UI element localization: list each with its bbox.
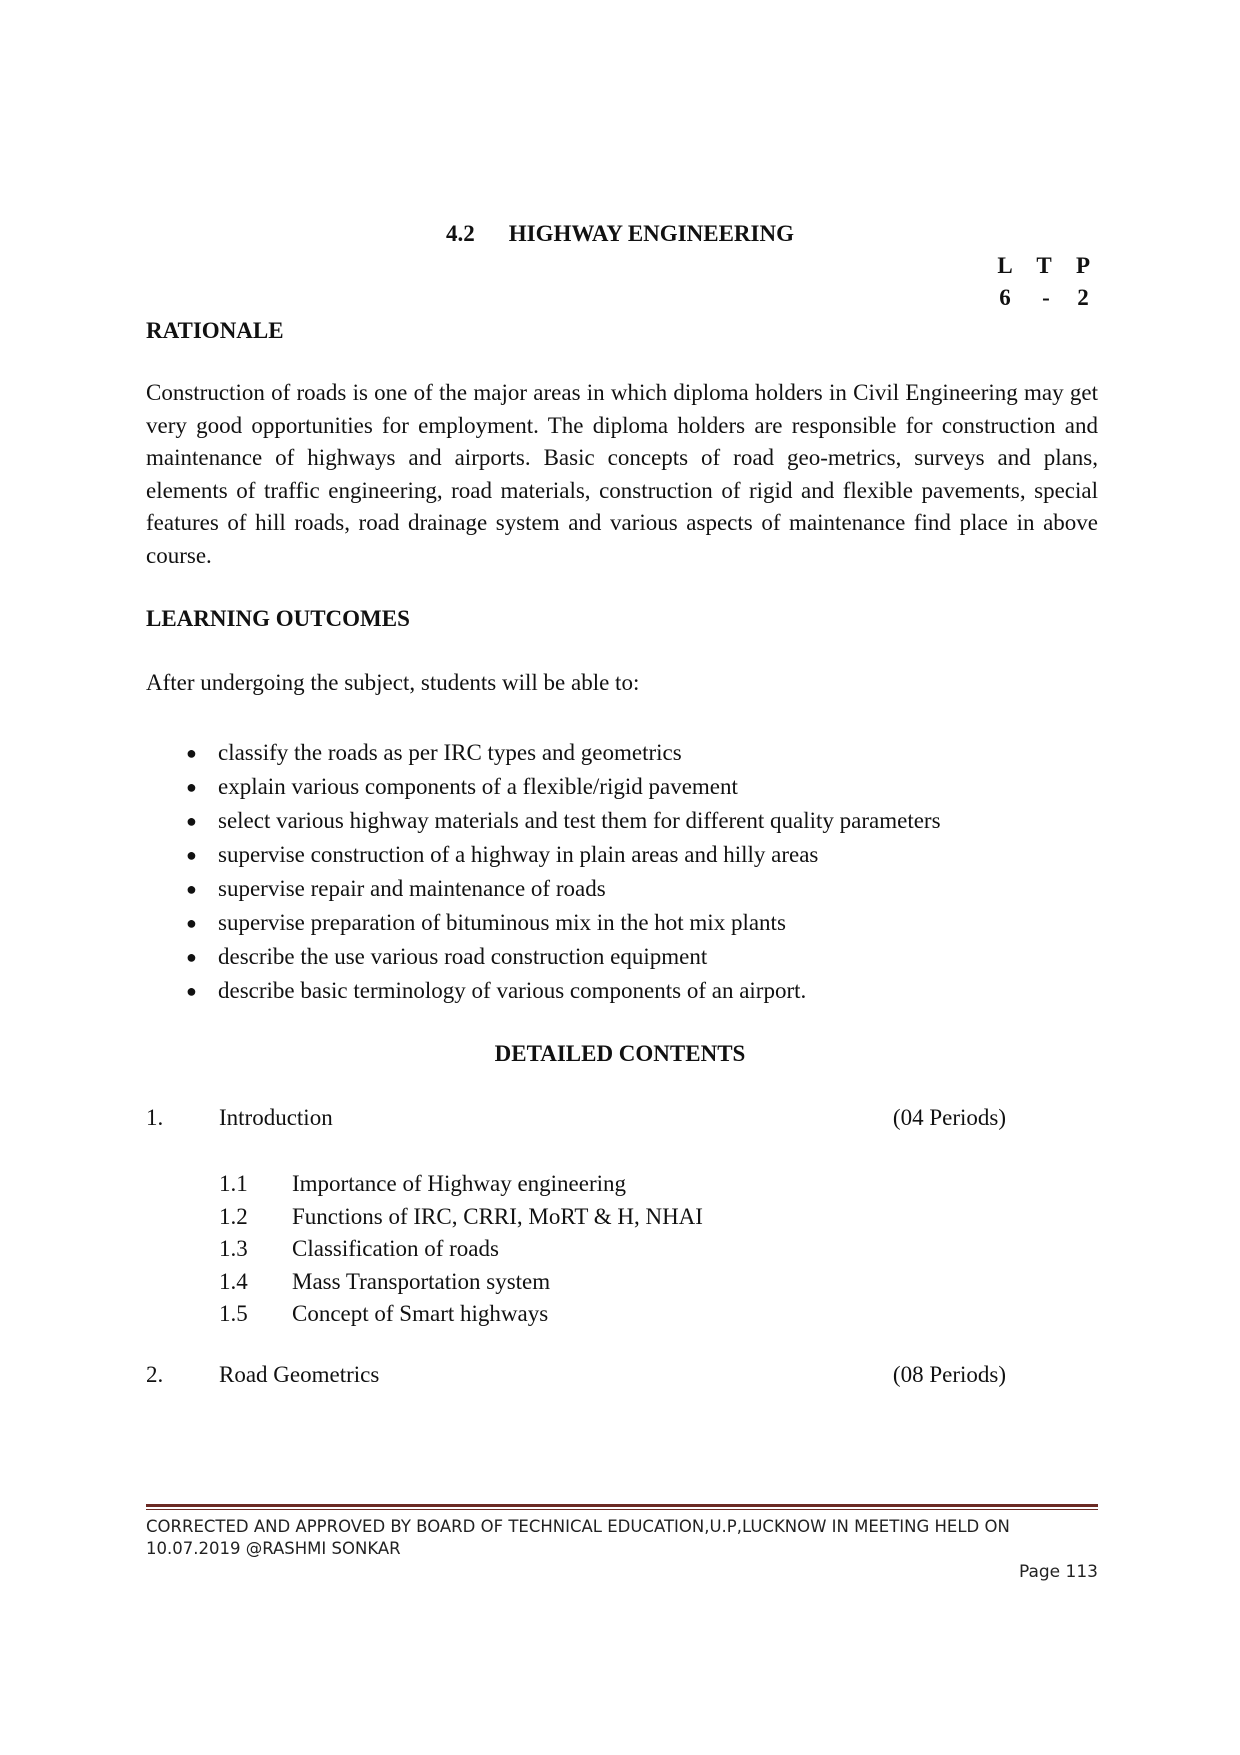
page-number: Page 113 <box>1018 1562 1098 1582</box>
subtopic-number: 1.4 <box>219 1268 248 1294</box>
ltp-values <box>990 285 1100 315</box>
ltp-value-l: 6 <box>999 285 1011 310</box>
ltp-label-l: L <box>997 253 1013 278</box>
list-item <box>219 1168 703 1201</box>
footer-divider-thin <box>146 1509 1098 1510</box>
bullet-icon: ● <box>186 947 197 967</box>
unit-2-row <box>146 1362 1006 1392</box>
subtopic-title: Importance of Highway engineering <box>292 1171 627 1196</box>
list-item: ● supervise repair and maintenance of roads <box>146 872 941 906</box>
list-item <box>219 1266 703 1299</box>
course-name: HIGHWAY ENGINEERING <box>508 221 794 246</box>
learning-outcomes-list <box>146 736 941 1008</box>
subtopic-number: 1.1 <box>219 1171 248 1196</box>
unit-title: Introduction <box>219 1105 333 1130</box>
list-item: ● supervise preparation of bituminous mix in the hot mix plants <box>146 906 941 940</box>
bullet-icon: ● <box>186 879 197 899</box>
list-item: ● classify the roads as per IRC types and geometrics <box>146 736 941 770</box>
learning-outcomes-heading: LEARNING OUTCOMES <box>146 606 410 631</box>
unit-title: Road Geometrics <box>219 1362 380 1387</box>
footer-line-1: CORRECTED AND APPROVED BY BOARD OF TECHNICAL EDUCATION,U.P,LUCKNOW IN MEETING HELD ON <box>146 1517 1010 1536</box>
ltp-label-t: T <box>1036 253 1052 278</box>
unit-periods: (04 Periods) <box>892 1105 1006 1130</box>
bullet-icon: ● <box>186 913 197 933</box>
list-item: ● describe the use various road construction equipment <box>146 940 941 974</box>
list-item: ● describe basic terminology of various components of an airport. <box>146 974 941 1008</box>
bullet-icon: ● <box>186 743 197 763</box>
list-item: ● explain various components of a flexible/rigid pavement <box>146 770 941 804</box>
course-title <box>0 221 1240 247</box>
subtopic-number: 1.2 <box>219 1203 248 1229</box>
footer-divider <box>146 1504 1098 1507</box>
subtopic-title: Classification of roads <box>292 1236 499 1261</box>
bullet-icon: ● <box>186 845 197 865</box>
subtopic-title: Functions of IRC, CRRI, MoRT & H, NHAI <box>292 1203 703 1229</box>
subtopic-number: 1.3 <box>219 1236 248 1261</box>
ltp-value-t: - <box>1042 285 1050 310</box>
ltp-value-p: 2 <box>1077 285 1089 310</box>
list-item <box>219 1201 703 1234</box>
rationale-text: Construction of roads is one of the major areas in which diploma holders in Civil Engineering may get very good opportunities for employment. The diploma holders are responsible for construction and maintenance of highways and airports. Basic concepts of road geo-metrics, surveys and plans, elements of traffic engineering, road materials, construction of rigid and flexible pavements, special features of hill roads, road drainage system and various aspects of maintenance find place in above course. <box>146 380 1098 568</box>
subtopic-title: Mass Transportation system <box>292 1268 551 1294</box>
unit-1-row <box>146 1105 1006 1135</box>
bullet-icon: ● <box>186 777 197 797</box>
bullet-icon: ● <box>186 811 197 831</box>
course-number: 4.2 <box>446 221 475 246</box>
rationale-heading: RATIONALE <box>146 318 284 343</box>
bullet-icon: ● <box>186 981 197 1001</box>
footer-line-2: 10.07.2019 @RASHMI SONKAR <box>146 1539 401 1558</box>
unit-number: 1. <box>146 1105 164 1130</box>
subtopic-title: Concept of Smart highways <box>292 1301 549 1326</box>
detailed-contents-heading: DETAILED CONTENTS <box>494 1041 746 1066</box>
list-item: ● select various highway materials and test them for different quality parameters <box>146 804 941 838</box>
unit-number: 2. <box>146 1362 164 1387</box>
footer-note <box>146 1516 1106 1560</box>
list-item <box>219 1298 703 1331</box>
ltp-labels <box>990 253 1100 283</box>
list-item <box>219 1233 703 1266</box>
ltp-label-p: P <box>1075 253 1091 278</box>
subtopic-number: 1.5 <box>219 1301 248 1326</box>
learning-outcomes-intro: After undergoing the subject, students will be able to: <box>146 670 640 695</box>
unit-1-subtopics <box>219 1168 703 1331</box>
unit-periods: (08 Periods) <box>892 1362 1006 1387</box>
list-item: ● supervise construction of a highway in plain areas and hilly areas <box>146 838 941 872</box>
